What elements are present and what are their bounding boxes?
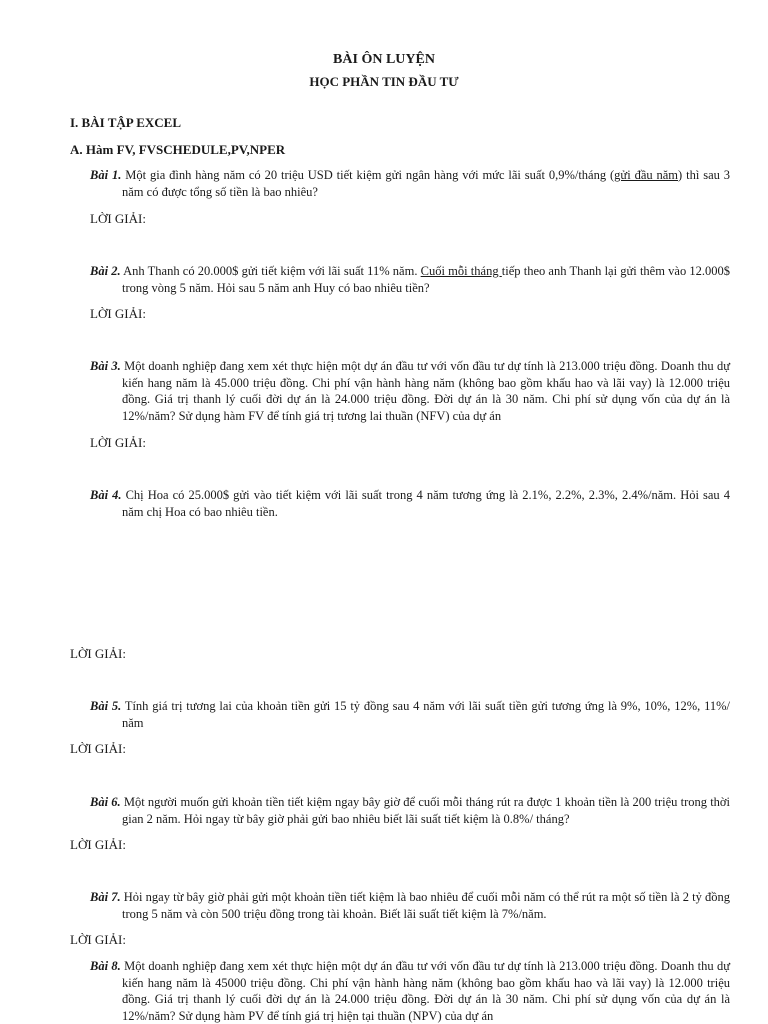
problem-text: Một doanh nghiệp đang xem xét thực hiện một dự án đầu tư với vốn đầu tư dự tính là 213.000 triệu đồng. Doanh thu dự kiến hang năm là 45000 triệu đồng. Chi phí vận hành hàng năm (không bao gồm khấu hao và lãi vay) là 12.000 triệu đồng. Giá trị thanh lý cuối đời dự án là 24.000 triệu đồng. Đời dự án là 30 năm. Chi phí sử dụng vốn của dự án là 12%/năm? Sử dụng hàm PV để tính giá trị hiện tại thuần (NPV) của dự án: [120, 959, 730, 1023]
section-heading: I. BÀI TẬP EXCEL: [70, 115, 182, 130]
problem-1: [90, 167, 730, 200]
problem-2: [90, 263, 730, 296]
problem-3: [90, 358, 730, 424]
problem-7: [90, 889, 730, 922]
problem-text: tiếp theo anh Thanh lại gửi thêm vào 12.000$ trong vòng 5 năm. Hỏi sau 5 năm anh Huy có bao nhiêu tiền?: [122, 264, 731, 295]
problem-text: Anh Thanh có 20.000$ gửi tiết kiệm với lãi suất 11% năm.: [120, 264, 421, 278]
answer-label-1: LỜI GIẢI:: [90, 211, 146, 226]
problem-5: [90, 698, 730, 731]
problem-label: Bài 1.: [90, 168, 122, 182]
problem-label: Bài 8.: [90, 959, 121, 973]
problem-6: [90, 794, 730, 827]
problem-text: Chị Hoa có 25.000$ gửi vào tiết kiệm với lãi suất trong 4 năm tương ứng là 2.1%, 2.2%, 2.3%, 2.4%/năm. Hỏi sau 4 năm chị Hoa có bao nhiêu tiền.: [121, 488, 731, 519]
problem-label: Bài 7.: [90, 890, 121, 904]
problem-text: Một gia đình hàng năm có 20 triệu USD tiết kiệm gửi ngân hàng với mức lãi suất 0,9%/tháng (: [121, 168, 615, 182]
answer-label-2: LỜI GIẢI:: [90, 306, 146, 321]
problem-4: [90, 487, 730, 520]
problem-text: Một người muốn gửi khoản tiền tiết kiệm ngay bây giờ để cuối mỗi tháng rút ra được 1 khoản tiền là 200 triệu trong thời gian 2 năm. Hỏi ngay từ bây giờ phải gửi bao nhiêu biết lãi suất tiết kiệm là 0.8%/ tháng?: [120, 795, 731, 826]
problem-text: Hỏi ngay từ bây giờ phải gửi một khoản tiền tiết kiệm là bao nhiêu để cuối mỗi năm có thể rút ra một số tiền là 2 tỷ đồng trong 5 năm và còn 500 triệu đồng trong tài khoản. Biết lãi suất tiết kiệm là 7%/năm.: [120, 890, 731, 921]
answer-label-4: LỜI GIẢI:: [70, 646, 126, 661]
problem-text: ) thì sau 3 năm có được tổng số tiền là bao nhiêu?: [122, 168, 731, 199]
subsection-heading: A. Hàm FV, FVSCHEDULE,PV,NPER: [70, 142, 286, 157]
problem-text: Một doanh nghiệp đang xem xét thực hiện một dự án đầu tư với vốn đầu tư dự tính là 213.000 triệu đồng. Doanh thu dự kiến hang năm là 45.000 triệu đồng. Chi phí vận hành hàng năm (không bao gồm khấu hao và lãi vay) là 12.000 triệu đồng. Giá trị thanh lý cuối đời dự án là 24.000 triệu đồng. Đời dự án là 30 năm. Chi phí sử dụng vốn của dự án là 12%/năm? Sử dụng hàm FV để tính giá trị tương lai thuần (NFV) của dự án: [120, 359, 730, 423]
problem-label: Bài 5.: [90, 699, 122, 713]
problem-emphasis: gửi đầu năm: [614, 168, 679, 182]
answer-label-7: LỜI GIẢI:: [70, 932, 126, 947]
document-title: BÀI ÔN LUYỆN: [333, 52, 435, 67]
problem-label: Bài 4.: [90, 488, 122, 502]
document-subtitle: HỌC PHẦN TIN ĐẦU TƯ: [309, 74, 459, 89]
problem-text: Tính giá trị tương lai của khoản tiền gửi 15 tỷ đồng sau 4 năm với lãi suất tiền gửi tương ứng là 9%, 10%, 12%, 11%/ năm: [121, 699, 730, 730]
problem-emphasis: Cuối mỗi tháng: [420, 264, 502, 278]
answer-label-3: LỜI GIẢI:: [90, 435, 146, 450]
problem-8: [90, 958, 730, 1024]
answer-label-5: LỜI GIẢI:: [70, 741, 126, 756]
answer-label-6: LỜI GIẢI:: [70, 837, 126, 852]
problem-label: Bài 3.: [90, 359, 121, 373]
problem-label: Bài 6.: [90, 795, 121, 809]
problem-label: Bài 2.: [90, 264, 121, 278]
